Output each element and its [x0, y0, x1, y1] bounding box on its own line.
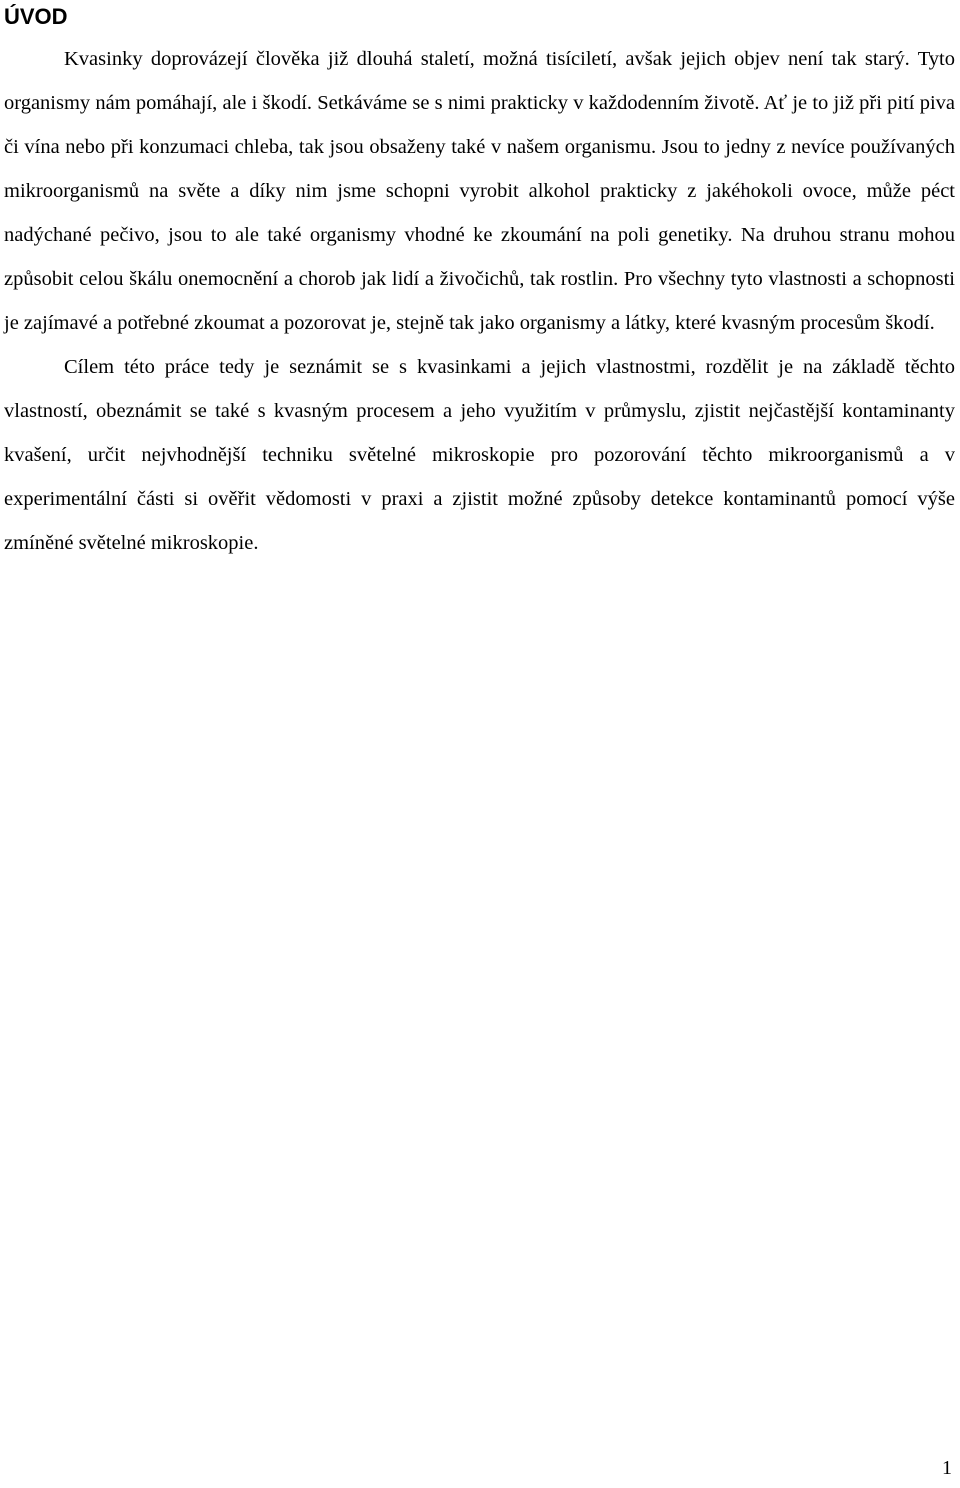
- page-number: 1: [942, 1457, 952, 1479]
- section-heading: ÚVOD: [4, 4, 68, 29]
- paragraph-aims: Cílem této práce tedy je seznámit se s kvasinkami a jejich vlastnostmi, rozdělit je na základě těchto vlastností, obeznámit se také s kvasným procesem a jeho využitím v průmyslu, zjistit nejčastější kontaminanty kvašení, určit nejvhodnější techniku světelné mikroskopie pro pozorování těchto mikroorganismů a v experimentální části si ověřit vědomosti v praxi a zjistit možné způsoby detekce kontaminantů pomocí výše zmíněné světelné mikroskopie.: [4, 356, 955, 554]
- paragraph-introduction: Kvasinky doprovázejí člověka již dlouhá staletí, možná tisíciletí, avšak jejich objev není tak starý. Tyto organismy nám pomáhají, ale i škodí. Setkáváme se s nimi prakticky v každodenním životě. Ať je to již při pití piva či vína nebo při konzumaci chleba, tak jsou obsaženy také v našem organismu. Jsou to jedny z nevíce používaných mikroorganismů na světe a díky nim jsme schopni vyrobit alkohol prakticky z jakéhokoli ovoce, může péct nadýchané pečivo, jsou to ale také organismy vhodné ke zkoumání na poli genetiky. Na druhou stranu mohou způsobit celou škálu onemocnění a chorob jak lidí a živočichů, tak rostlin. Pro všechny tyto vlastnosti a schopnosti je zajímavé a potřebné zkoumat a pozorovat je, stejně tak jako organismy a látky, které kvasným procesům škodí.: [4, 48, 955, 334]
- body-text: [4, 37, 955, 565]
